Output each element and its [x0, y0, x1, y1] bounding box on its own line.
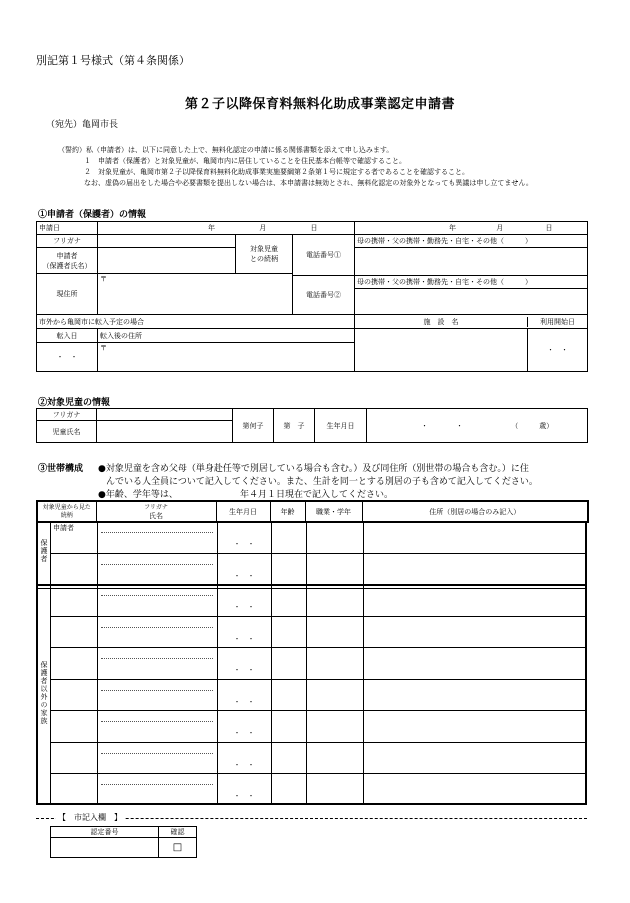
applicant-info-table [36, 221, 588, 372]
applicant-name-label: 申請者 （保護者氏名） [37, 248, 98, 274]
col-divider [363, 521, 364, 803]
household-birthdate-field[interactable]: ・ ・ [233, 792, 255, 800]
guardian-group-label: 保護者 [40, 539, 48, 563]
child-name-field[interactable] [97, 421, 233, 443]
cert-no-field[interactable] [51, 838, 159, 858]
household-body [36, 521, 587, 805]
col-divider [97, 521, 98, 803]
office-table [50, 826, 197, 858]
section3-note-3a: ●年齢、学年等は、 [98, 490, 178, 500]
phone1-options[interactable]: 母の携帯・父の携帯・勤務先・自宅・その他（ ） [355, 235, 588, 248]
child-name-label: 児童氏名 [37, 421, 97, 443]
col-divider [50, 521, 51, 803]
section3-note-2: んでいる人全員について記入してください。また、生計を同一とする別居の子も含めて記入してください。 [106, 477, 538, 487]
col-job-header: 職業・学年 [305, 501, 362, 522]
household-birthdate-field[interactable]: ・ ・ [233, 540, 255, 548]
row-divider [50, 616, 585, 617]
facility-row[interactable] [355, 329, 588, 372]
col-name-header: フリガナ 氏名 [96, 501, 216, 522]
birth-order-field[interactable]: 第 子 [274, 409, 315, 443]
phone2-field[interactable] [355, 289, 588, 315]
form-label: 別記第１号様式（第４条関係） [36, 54, 190, 67]
new-address-label: 転入後の住所 [98, 329, 355, 343]
col-divider [306, 521, 307, 803]
furigana-label: フリガナ [37, 235, 98, 248]
furigana-subline [101, 595, 213, 596]
relationship-label: 対象児童 との続柄 [236, 235, 293, 274]
start-date-field: ・ ・ [527, 329, 587, 371]
furigana-subline [101, 627, 213, 628]
row-divider [50, 742, 585, 743]
row-divider [38, 584, 585, 586]
birthdate-field[interactable]: ・ ・ （ 歳） [367, 409, 588, 443]
others-group-label: 保護者以外の家族 [40, 661, 48, 725]
furigana-subline [101, 690, 213, 691]
move-in-date-label: 転入日 [37, 329, 98, 343]
household-birthdate-field[interactable]: ・ ・ [233, 635, 255, 643]
section1-heading: ①申請者（保護者）の情報 [38, 210, 147, 220]
household-birthdate-field[interactable]: ・ ・ [233, 761, 255, 769]
office-label: 【 市記入欄 】 [58, 813, 122, 822]
col-age-header: 年齢 [270, 501, 305, 522]
row-divider [50, 553, 585, 554]
furigana-subline [101, 753, 213, 754]
col-divider [271, 521, 272, 803]
child-furigana-label: フリガナ [37, 409, 97, 421]
col-address-header: 住所（別居の場合のみ記入） [362, 501, 588, 522]
row-divider [50, 647, 585, 648]
section3-note-1: ●対象児童を含め父母（単身赴任等で別居している場合も含む。）及び同住所（別世帯の場合も含む。）に住 [98, 464, 529, 474]
household-birthdate-field[interactable]: ・ ・ [233, 698, 255, 706]
phone1-field[interactable] [355, 248, 588, 276]
child-info-table [36, 408, 588, 443]
section2-heading: ②対象児童の情報 [38, 398, 111, 408]
row-divider [38, 588, 585, 589]
household-table [36, 500, 589, 523]
applicant-row-label: 申請者 [53, 524, 74, 532]
col-birthdate-header: 生年月日 [216, 501, 270, 522]
pledge-line-1: （誓約）私（申請者）は、以下に同意した上で、無料化認定の申請に係る関係書類を添えて申し込みます。 [58, 146, 394, 154]
facility-header: 施 設 名 利用開始日 [355, 315, 588, 329]
pledge-line-4: なお、虚偽の届出をした場合や必要書類を提出しない場合は、本申請書は無効とされ、無料化認定の対象外となっても異議は申し立てません。 [84, 179, 533, 187]
household-birthdate-field[interactable]: ・ ・ [233, 729, 255, 737]
application-date-label: 申請日 [37, 222, 98, 235]
child-furigana-field[interactable] [97, 409, 233, 421]
section3-heading: ③世帯構成 [38, 464, 84, 474]
addressee: （宛先）亀岡市長 [46, 120, 119, 130]
furigana-subline [101, 658, 213, 659]
facility-name-field [355, 329, 527, 371]
section3-note-3b: 年４月１日現在で記入してください。 [240, 490, 394, 500]
birth-order-label: 第何子 [233, 409, 274, 443]
furigana-subline [101, 721, 213, 722]
moving-label: 市外から亀岡市に転入予定の場合 [37, 315, 355, 329]
furigana-field[interactable] [98, 235, 236, 248]
phone1-label: 電話番号① [293, 235, 355, 276]
row-divider [50, 710, 585, 711]
row-divider [50, 679, 585, 680]
furigana-subline [101, 564, 213, 565]
applicant-name-field[interactable] [98, 248, 236, 274]
furigana-subline [101, 532, 213, 533]
household-birthdate-field[interactable]: ・ ・ [233, 603, 255, 611]
pledge-line-3: ２ 対象児童が、亀岡市第２子以降保育料無料化助成事業実施要綱第２条第１号に規定する者であることを確認すること。 [84, 168, 469, 176]
desired-date-field[interactable]: 年 月 日 [355, 222, 588, 235]
col-relation-header: 対象児童から見た続柄 [37, 501, 96, 522]
new-address-field[interactable]: 〒 [98, 343, 355, 372]
confirm-checkbox[interactable]: □ [159, 838, 197, 858]
phone2-label: 電話番号② [293, 276, 355, 315]
confirm-label: 確認 [159, 827, 197, 838]
phone2-options[interactable]: 母の携帯・父の携帯・勤務先・自宅・その他（ ） [355, 276, 588, 289]
pledge-line-2: １ 申請者（保護者）と対象児童が、亀岡市内に居住していることを住民基本台帳等で確認すること。 [84, 157, 406, 165]
page-title: 第２子以降保育料無料化助成事業認定申請書 [185, 97, 456, 112]
address-field[interactable]: 〒 [98, 274, 293, 315]
household-birthdate-field[interactable]: ・ ・ [233, 572, 255, 580]
cert-no-label: 認定番号 [51, 827, 159, 838]
application-date-field[interactable]: 年 月 日 [98, 222, 355, 235]
address-label: 現住所 [37, 274, 98, 315]
row-divider [50, 773, 585, 774]
move-in-date-field[interactable]: ・ ・ [37, 343, 98, 372]
furigana-subline [101, 784, 213, 785]
household-birthdate-field[interactable]: ・ ・ [233, 666, 255, 674]
birthdate-label: 生年月日 [315, 409, 367, 443]
